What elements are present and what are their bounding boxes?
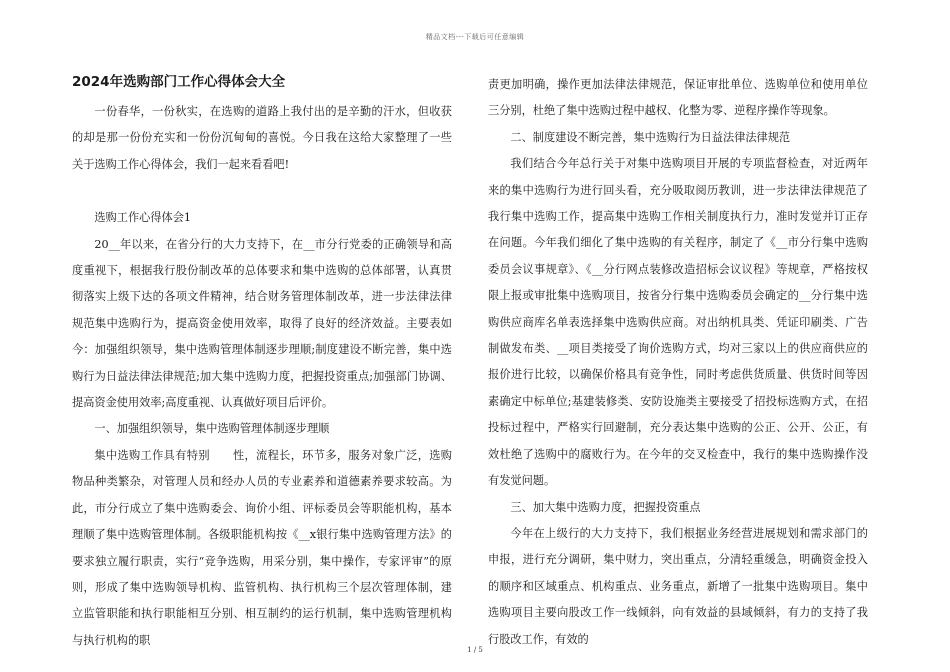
body-paragraph-3: 我们结合今年总行关于对集中选购项目开展的专项监督检查，对近两年来的集中选购行为进行回头看，充分吸取阅历教训，进一步法律法律规范了我行集中选购工作，提高集中选购工作相关制度执行力，准时发觉并订正存在问题。今年我们细化了集中选购的有关程序，制定了《__市分行集中选购委员会议事规章》、《__分行网点装修改造招标会议议程》等规章，严格按权限上报或审批集中选购项目，按省分行集中选购委员会确定的__分行集中选购供应商库名单表选择集中选购供应商。对出纳机具类、凭证印刷类、广告制做发布类、__项目类接受了询价选购方式，均对三家以上的供应商供应的报价进行比较，以确保价格具有竞争性，同时考虑供货质量、供货时间等因素确定中标单位;基建装修类、安防设施类主要接受了招投标选购方式，在招投标过程中，严格实行回避制，充分表达集中选购的公正、公开、公正，有效杜绝了选购中的腐败行为。在今年的交叉检查中，我行的集中选购操作没有发觉问题。 xyxy=(488,157,868,488)
section-heading-3: 三、加大集中选购力度，把握投资重点 xyxy=(510,500,701,514)
section-heading-2: 二、制度建设不断完善，集中选购行为日益法律法律规范 xyxy=(510,130,791,144)
page-number: 1 / 5 xyxy=(467,646,483,654)
right-column xyxy=(488,72,868,653)
intro-paragraph: 一份春华，一份秋实，在选购的道路上我付出的是辛勤的汗水，但收获的却是那一份份充实和一份份沉甸甸的喜悦。今日我在这给大家整理了一些关于选购工作心得体会，我们一起来看看吧! xyxy=(72,105,452,171)
page-header: 精品文档---下载后可任意编辑 xyxy=(425,33,525,41)
section-title: 选购工作心得体会1 xyxy=(94,211,192,225)
paragraph-spacer xyxy=(72,178,452,205)
body-paragraph-4: 今年在上级行的大力支持下，我们根据业务经营进展规划和需求部门的申报，进行充分调研，集中财力，突出重点，分清轻重缓急，明确资金投入的顺序和区域重点、机构重点、业务重点，新增了一批集中选购项目。集中选购项目主要向股改工作一线倾斜，向有效益的县域倾斜，有力的支持了我行股改工作，有效的 xyxy=(488,526,868,646)
left-column xyxy=(72,72,452,654)
body-paragraph-1: 20__年以来，在省分行的大力支持下，在__市分行党委的正确领导和高度重视下，根据我行股份制改革的总体要求和集中选购的总体部署，认真贯彻落实上级下达的各项文件精神，结合财务管理体制改革，进一步法律法律规范集中选购行为，提高资金使用效率，取得了良好的经济效益。主要表如今：加强组织领导，集中选购管理体制逐步理顺;制度建设不断完善，集中选购行为日益法律法律规范;加大集中选购力度，把握投资重点;加强部门协调、提高资金使用效率;高度重视、认真做好项目后评价。 xyxy=(72,237,452,410)
document-title: 2024年选购部门工作心得体会大全 xyxy=(72,74,286,90)
body-paragraph-2: 集中选购工作具有特别 性，流程长，环节多，服务对象广泛，选购物品种类繁杂，对管理人员和经办人员的专业素养和道德素养要求较高。为此，市分行成立了集中选购委会、询价小组、评标委员会等职能机构，基本理顺了集中选购管理体制。各级职能机构按《__x银行集中选购管理方法》的要求独立履行职责，实行“竞争选购，用采分别，集中操作，专家评审”的原则，形成了集中选购领导机构、监管机构、执行机构三个层次管理体制，建立监管职能和执行职能相互分别、相互制约的运行机制，集中选购管理机构与执行机构的职 xyxy=(72,448,452,647)
body-paragraph-2-continued: 责更加明确，操作更加法律法律规范，保证审批单位、选购单位和使用单位三分别，杜绝了集中选购过程中越权、化整为零、逆程序操作等现象。 xyxy=(488,78,868,118)
section-heading-1: 一、加强组织领导，集中选购管理体制逐步理顺 xyxy=(94,422,330,436)
